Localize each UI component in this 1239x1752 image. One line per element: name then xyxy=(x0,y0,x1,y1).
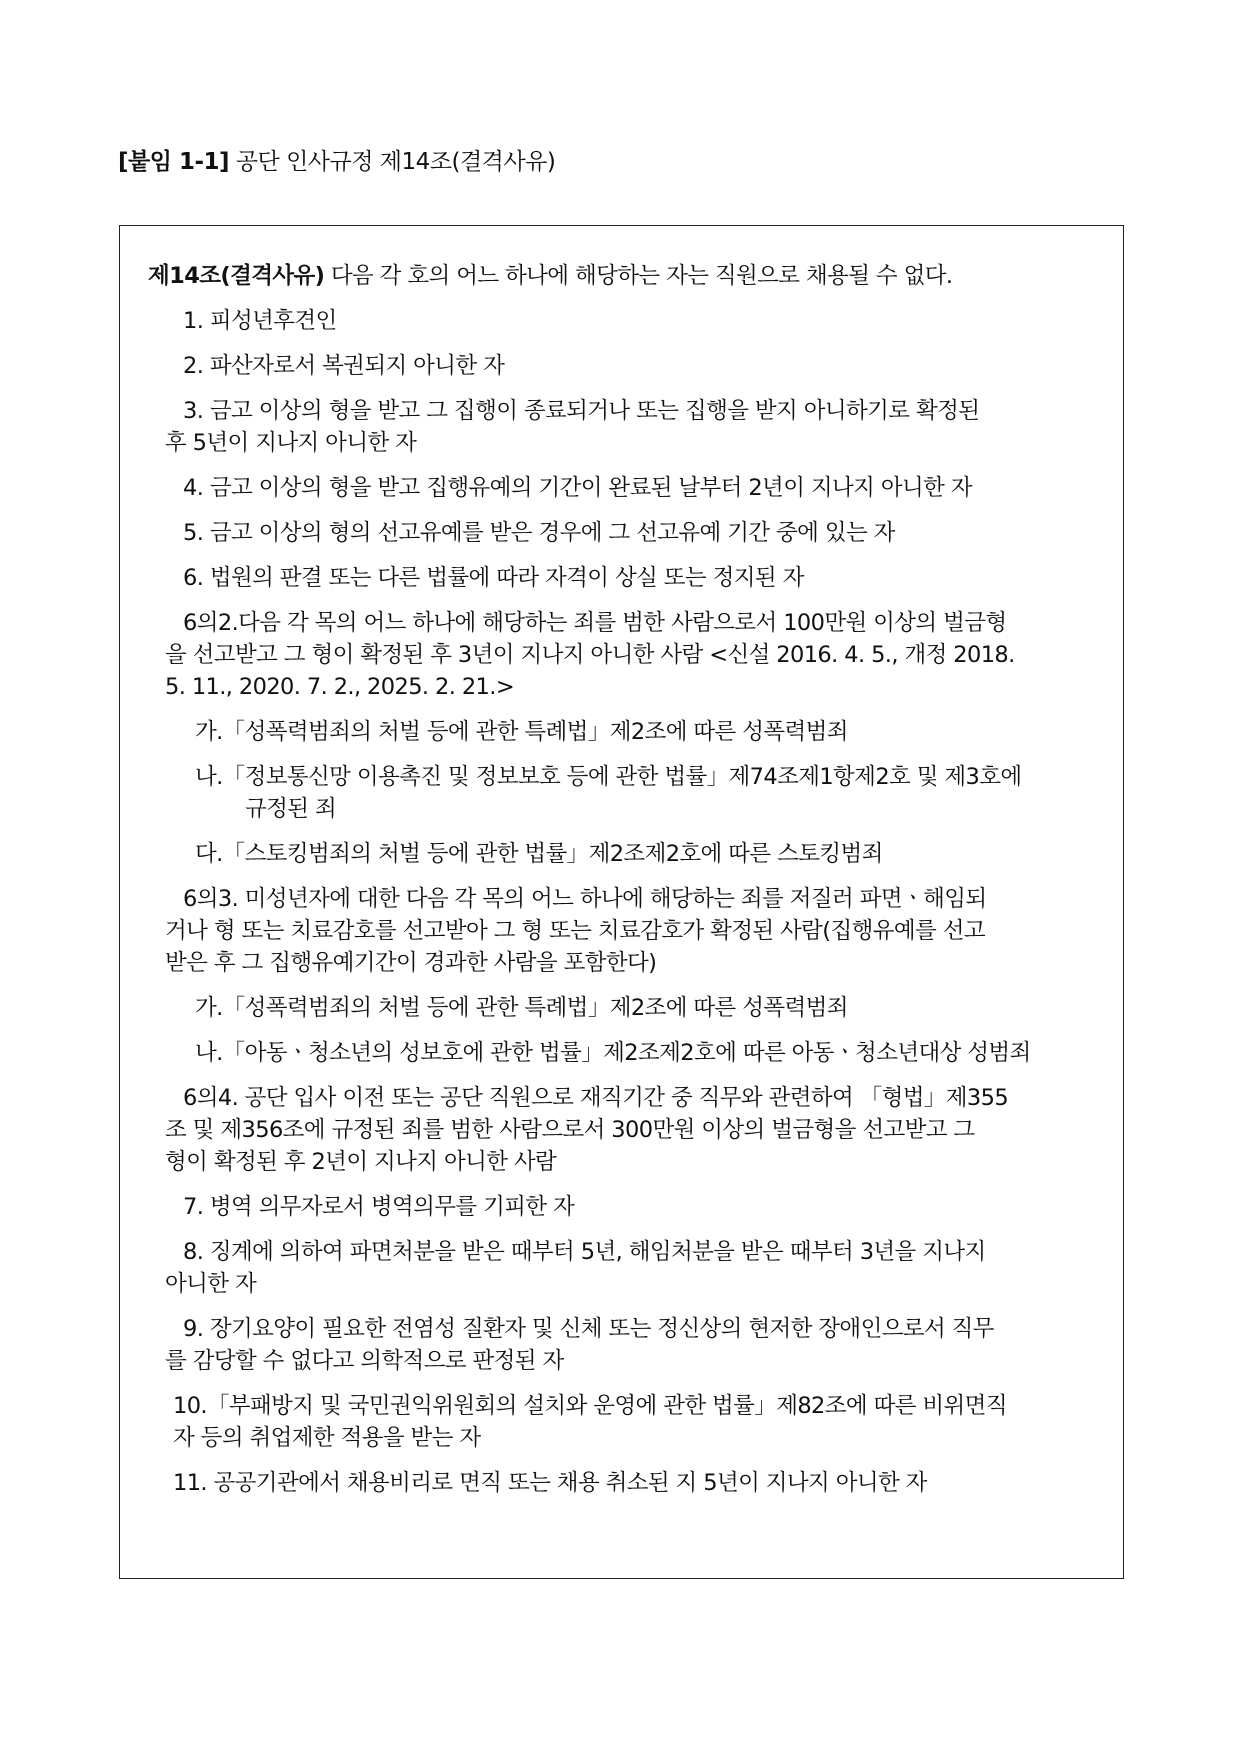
item-3: 3. 금고 이상의 형을 받고 그 집행이 종료되거나 또는 집행을 받지 아니하기로 확정된 xyxy=(183,398,980,424)
item-10: 10.「부패방지 및 국민권익위원회의 설치와 운영에 관한 법률」제82조에 따른 비위면직 xyxy=(173,1393,1007,1419)
item-6-2-sub-da: 다.「스토킹범죄의 처벌 등에 관한 법률」제2조제2호에 따른 스토킹범죄 xyxy=(195,841,883,867)
item-3-continued: 후 5년이 지나지 아니한 자 xyxy=(165,430,417,456)
item-6-2-sub-na-continued: 규정된 죄 xyxy=(245,796,337,822)
item-6-3-continued-2: 받은 후 그 집행유예기간이 경과한 사람을 포함한다) xyxy=(165,950,657,976)
item-7: 7. 병역 의무자로서 병역의무를 기피한 자 xyxy=(183,1194,575,1220)
article-heading: 제14조(결격사유) xyxy=(148,263,325,289)
item-8-continued: 아니한 자 xyxy=(165,1271,257,1297)
item-6-4: 6의4. 공단 입사 이전 또는 공단 직원으로 재직기간 중 직무와 관련하여 「형법」제355 xyxy=(183,1085,1009,1111)
item-6-2-sub-na: 나.「정보통신망 이용촉진 및 정보보호 등에 관한 법률」제74조제1항제2호 및 제3호에 xyxy=(195,764,1022,790)
item-1: 1. 피성년후견인 xyxy=(183,308,337,334)
article-heading-line xyxy=(148,261,952,291)
item-6-2-continued: 을 선고받고 그 형이 확정된 후 3년이 지나지 아니한 사람 <신설 2016. 4. 5., 개정 2018. xyxy=(165,642,1015,668)
item-10-continued: 자 등의 취업제한 적용을 받는 자 xyxy=(173,1425,481,1451)
item-2: 2. 파산자로서 복권되지 아니한 자 xyxy=(183,353,505,379)
item-6-2-amendment: 5. 11., 2020. 7. 2., 2025. 2. 21.> xyxy=(165,674,515,700)
attachment-title-text: 공단 인사규정 제14조(결격사유) xyxy=(235,149,556,175)
attachment-title xyxy=(118,147,555,177)
article-box xyxy=(119,225,1124,1579)
item-8: 8. 징계에 의하여 파면처분을 받은 때부터 5년, 해임처분을 받은 때부터 3년을 지나지 xyxy=(183,1239,986,1265)
attachment-tag: [붙임 1-1] xyxy=(118,149,230,175)
item-6-3: 6의3. 미성년자에 대한 다음 각 목의 어느 하나에 해당하는 죄를 저질러 파면ㆍ해임되 xyxy=(183,886,987,912)
item-6-3-continued-1: 거나 형 또는 치료감호를 선고받아 그 형 또는 치료감호가 확정된 사람(집행유예를 선고 xyxy=(165,918,985,944)
item-6-2: 6의2.다음 각 목의 어느 하나에 해당하는 죄를 범한 사람으로서 100만원 이상의 벌금형 xyxy=(183,610,1007,636)
article-intro: 다음 각 호의 어느 하나에 해당하는 자는 직원으로 채용될 수 없다. xyxy=(330,263,953,289)
item-11: 11. 공공기관에서 채용비리로 면직 또는 채용 취소된 지 5년이 지나지 아니한 자 xyxy=(173,1470,927,1496)
item-6-4-continued-2: 형이 확정된 후 2년이 지나지 아니한 사람 xyxy=(165,1149,557,1175)
item-6-3-sub-ga: 가.「성폭력범죄의 처벌 등에 관한 특례법」제2조에 따른 성폭력범죄 xyxy=(195,995,848,1021)
item-9: 9. 장기요양이 필요한 전염성 질환자 및 신체 또는 정신상의 현저한 장애인으로서 직무 xyxy=(183,1316,994,1342)
item-4: 4. 금고 이상의 형을 받고 집행유예의 기간이 완료된 날부터 2년이 지나지 아니한 자 xyxy=(183,475,972,501)
item-6: 6. 법원의 판결 또는 다른 법률에 따라 자격이 상실 또는 정지된 자 xyxy=(183,565,804,591)
item-5: 5. 금고 이상의 형의 선고유예를 받은 경우에 그 선고유예 기간 중에 있는 자 xyxy=(183,520,895,546)
item-6-4-continued-1: 조 및 제356조에 규정된 죄를 범한 사람으로서 300만원 이상의 벌금형을 선고받고 그 xyxy=(165,1117,975,1143)
item-6-3-sub-na: 나.「아동ㆍ청소년의 성보호에 관한 법률」제2조제2호에 따른 아동ㆍ청소년대상 성범죄 xyxy=(195,1040,1031,1066)
item-6-2-sub-ga: 가.「성폭력범죄의 처벌 등에 관한 특례법」제2조에 따른 성폭력범죄 xyxy=(195,719,848,745)
item-9-continued: 를 감당할 수 없다고 의학적으로 판정된 자 xyxy=(165,1348,564,1374)
